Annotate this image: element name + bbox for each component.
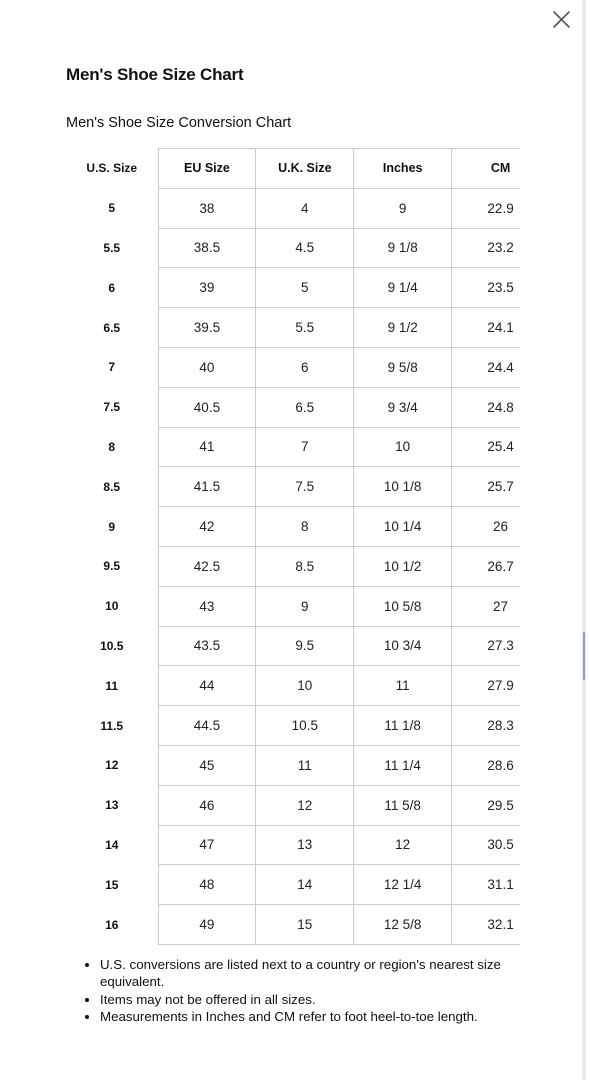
cell-us-size: 11.5 bbox=[66, 706, 158, 746]
cell-cm: 24.1 bbox=[452, 308, 520, 348]
table-row bbox=[66, 427, 520, 467]
header-inches: Inches bbox=[354, 149, 452, 189]
cell-uk-size: 13 bbox=[256, 825, 354, 865]
cell-us-size: 15 bbox=[66, 865, 158, 905]
cell-uk-size: 15 bbox=[256, 905, 354, 945]
cell-eu-size: 47 bbox=[158, 825, 256, 865]
cell-eu-size: 40.5 bbox=[158, 387, 256, 427]
cell-uk-size: 10.5 bbox=[256, 706, 354, 746]
close-button[interactable] bbox=[549, 8, 573, 32]
cell-us-size: 5 bbox=[66, 188, 158, 228]
cell-cm: 25.4 bbox=[452, 427, 520, 467]
cell-inches: 12 bbox=[354, 825, 452, 865]
cell-uk-size: 8.5 bbox=[256, 546, 354, 586]
cell-cm: 28.6 bbox=[452, 745, 520, 785]
cell-cm: 32.1 bbox=[452, 905, 520, 945]
cell-us-size: 9.5 bbox=[66, 546, 158, 586]
table-row bbox=[66, 745, 520, 785]
cell-cm: 27.3 bbox=[452, 626, 520, 666]
table-row bbox=[66, 586, 520, 626]
cell-eu-size: 39 bbox=[158, 268, 256, 308]
cell-inches: 11 bbox=[354, 666, 452, 706]
table-row bbox=[66, 507, 520, 547]
note-item: • Items may not be offered in all sizes. bbox=[100, 991, 540, 1008]
table-row bbox=[66, 905, 520, 945]
table-row bbox=[66, 308, 520, 348]
cell-us-size: 7 bbox=[66, 347, 158, 387]
table-body bbox=[66, 188, 520, 944]
cell-uk-size: 9.5 bbox=[256, 626, 354, 666]
cell-us-size: 6 bbox=[66, 268, 158, 308]
cell-eu-size: 43 bbox=[158, 586, 256, 626]
cell-uk-size: 6 bbox=[256, 347, 354, 387]
cell-uk-size: 5.5 bbox=[256, 308, 354, 348]
cell-eu-size: 42.5 bbox=[158, 546, 256, 586]
table-header-row bbox=[66, 149, 520, 189]
cell-us-size: 16 bbox=[66, 905, 158, 945]
cell-inches: 10 1/4 bbox=[354, 507, 452, 547]
cell-us-size: 5.5 bbox=[66, 228, 158, 268]
table-row bbox=[66, 188, 520, 228]
cell-cm: 26 bbox=[452, 507, 520, 547]
table-row bbox=[66, 467, 520, 507]
cell-uk-size: 11 bbox=[256, 745, 354, 785]
table-row bbox=[66, 626, 520, 666]
cell-eu-size: 42 bbox=[158, 507, 256, 547]
cell-uk-size: 7 bbox=[256, 427, 354, 467]
cell-inches: 9 1/4 bbox=[354, 268, 452, 308]
cell-eu-size: 38.5 bbox=[158, 228, 256, 268]
cell-inches: 10 1/8 bbox=[354, 467, 452, 507]
cell-cm: 28.3 bbox=[452, 706, 520, 746]
cell-eu-size: 39.5 bbox=[158, 308, 256, 348]
cell-inches: 9 bbox=[354, 188, 452, 228]
cell-eu-size: 46 bbox=[158, 785, 256, 825]
cell-inches: 9 1/2 bbox=[354, 308, 452, 348]
cell-cm: 23.5 bbox=[452, 268, 520, 308]
cell-cm: 22.9 bbox=[452, 188, 520, 228]
cell-uk-size: 5 bbox=[256, 268, 354, 308]
cell-cm: 27.9 bbox=[452, 666, 520, 706]
cell-inches: 10 5/8 bbox=[354, 586, 452, 626]
header-us-size: U.S. Size bbox=[66, 149, 158, 189]
table-row bbox=[66, 387, 520, 427]
cell-inches: 11 1/8 bbox=[354, 706, 452, 746]
cell-inches: 10 3/4 bbox=[354, 626, 452, 666]
cell-eu-size: 45 bbox=[158, 745, 256, 785]
cell-inches: 12 1/4 bbox=[354, 865, 452, 905]
cell-uk-size: 6.5 bbox=[256, 387, 354, 427]
cell-inches: 9 1/8 bbox=[354, 228, 452, 268]
cell-cm: 23.2 bbox=[452, 228, 520, 268]
cell-us-size: 7.5 bbox=[66, 387, 158, 427]
cell-us-size: 12 bbox=[66, 745, 158, 785]
cell-uk-size: 8 bbox=[256, 507, 354, 547]
table-scroll-container[interactable] bbox=[66, 148, 520, 945]
cell-uk-size: 4 bbox=[256, 188, 354, 228]
table-row bbox=[66, 268, 520, 308]
scrollbar-track[interactable] bbox=[582, 0, 586, 1080]
cell-us-size: 13 bbox=[66, 785, 158, 825]
size-chart-table bbox=[66, 148, 520, 945]
cell-inches: 10 bbox=[354, 427, 452, 467]
cell-cm: 30.5 bbox=[452, 825, 520, 865]
cell-inches: 11 1/4 bbox=[354, 745, 452, 785]
cell-us-size: 11 bbox=[66, 666, 158, 706]
table-row bbox=[66, 825, 520, 865]
scrollbar-thumb[interactable] bbox=[583, 632, 585, 680]
modal-title: Men's Shoe Size Chart bbox=[66, 65, 244, 84]
table-row bbox=[66, 228, 520, 268]
cell-eu-size: 44.5 bbox=[158, 706, 256, 746]
cell-us-size: 9 bbox=[66, 507, 158, 547]
close-icon bbox=[549, 8, 573, 32]
cell-cm: 29.5 bbox=[452, 785, 520, 825]
header-cm: CM bbox=[452, 149, 520, 189]
cell-cm: 24.4 bbox=[452, 347, 520, 387]
table-row bbox=[66, 347, 520, 387]
cell-uk-size: 14 bbox=[256, 865, 354, 905]
cell-us-size: 10.5 bbox=[66, 626, 158, 666]
cell-us-size: 14 bbox=[66, 825, 158, 865]
cell-cm: 31.1 bbox=[452, 865, 520, 905]
cell-eu-size: 48 bbox=[158, 865, 256, 905]
cell-cm: 27 bbox=[452, 586, 520, 626]
cell-us-size: 10 bbox=[66, 586, 158, 626]
size-notes bbox=[84, 956, 540, 1025]
table-row bbox=[66, 706, 520, 746]
cell-us-size: 8 bbox=[66, 427, 158, 467]
table-row bbox=[66, 785, 520, 825]
cell-uk-size: 7.5 bbox=[256, 467, 354, 507]
cell-inches: 9 3/4 bbox=[354, 387, 452, 427]
cell-eu-size: 43.5 bbox=[158, 626, 256, 666]
cell-us-size: 6.5 bbox=[66, 308, 158, 348]
cell-uk-size: 9 bbox=[256, 586, 354, 626]
cell-eu-size: 44 bbox=[158, 666, 256, 706]
cell-uk-size: 4.5 bbox=[256, 228, 354, 268]
cell-eu-size: 38 bbox=[158, 188, 256, 228]
cell-cm: 24.8 bbox=[452, 387, 520, 427]
cell-us-size: 8.5 bbox=[66, 467, 158, 507]
cell-eu-size: 41 bbox=[158, 427, 256, 467]
note-item: • Measurements in Inches and CM refer to foot heel-to-toe length. bbox=[100, 1008, 540, 1025]
cell-eu-size: 49 bbox=[158, 905, 256, 945]
cell-cm: 26.7 bbox=[452, 546, 520, 586]
cell-inches: 12 5/8 bbox=[354, 905, 452, 945]
cell-cm: 25.7 bbox=[452, 467, 520, 507]
table-caption: Men's Shoe Size Conversion Chart bbox=[66, 115, 292, 131]
table-row bbox=[66, 666, 520, 706]
cell-inches: 10 1/2 bbox=[354, 546, 452, 586]
header-eu-size: EU Size bbox=[158, 149, 256, 189]
header-uk-size: U.K. Size bbox=[256, 149, 354, 189]
cell-eu-size: 40 bbox=[158, 347, 256, 387]
note-item: • U.S. conversions are listed next to a country or region's nearest size equivalent. bbox=[100, 956, 540, 991]
cell-uk-size: 12 bbox=[256, 785, 354, 825]
table-row bbox=[66, 865, 520, 905]
cell-inches: 9 5/8 bbox=[354, 347, 452, 387]
cell-uk-size: 10 bbox=[256, 666, 354, 706]
table-row bbox=[66, 546, 520, 586]
cell-eu-size: 41.5 bbox=[158, 467, 256, 507]
cell-inches: 11 5/8 bbox=[354, 785, 452, 825]
